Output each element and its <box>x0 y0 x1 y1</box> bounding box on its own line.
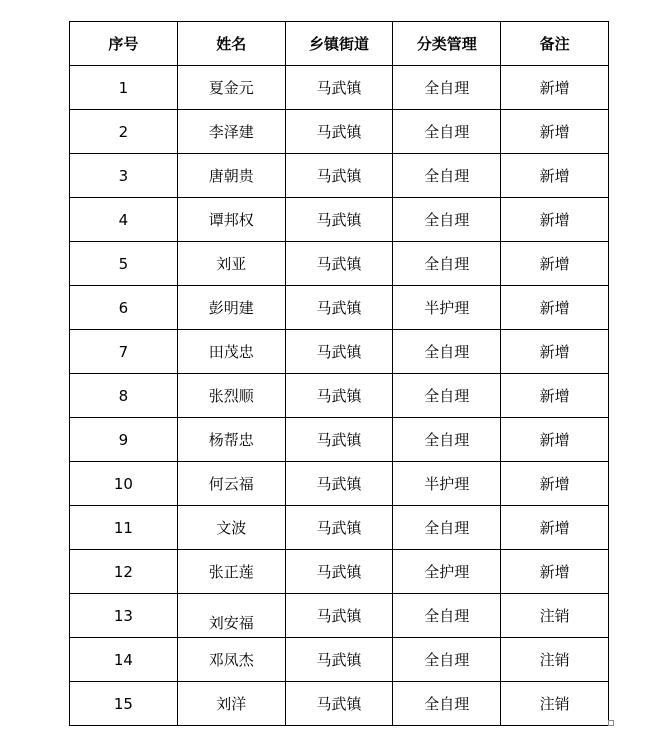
cell-town <box>285 506 393 550</box>
cell-no <box>70 110 178 154</box>
table-row <box>70 594 609 638</box>
cell-category-text: 全自理 <box>424 694 470 713</box>
cell-no-text: 2 <box>118 122 129 141</box>
cell-note-text: 新增 <box>539 166 570 185</box>
cell-town-text: 马武镇 <box>316 342 362 361</box>
cell-note-text: 注销 <box>539 694 570 713</box>
cell-note <box>501 682 609 726</box>
cell-category-text: 全自理 <box>424 78 470 97</box>
table-row <box>70 242 609 286</box>
cell-name <box>177 594 285 638</box>
cell-category <box>393 550 501 594</box>
cell-name <box>177 506 285 550</box>
cell-town <box>285 198 393 242</box>
cell-category-text: 全自理 <box>424 210 470 229</box>
cell-town-text: 马武镇 <box>316 298 362 317</box>
cell-note <box>501 154 609 198</box>
cell-no <box>70 550 178 594</box>
cell-no-text: 14 <box>113 650 133 669</box>
cell-note-text: 新增 <box>539 430 570 449</box>
cell-category <box>393 154 501 198</box>
cell-note-text: 新增 <box>539 254 570 273</box>
header-cell-town: 乡镇街道 <box>285 22 393 66</box>
cell-name-text: 唐朝贵 <box>208 166 254 185</box>
cell-town-text: 马武镇 <box>316 430 362 449</box>
cell-name-text: 何云福 <box>208 474 254 493</box>
cell-note-text: 注销 <box>539 606 570 625</box>
cell-category-text: 全自理 <box>424 386 470 405</box>
cell-town-text: 马武镇 <box>316 606 362 625</box>
header-cell-category: 分类管理 <box>393 22 501 66</box>
cell-name <box>177 418 285 462</box>
cell-note <box>501 506 609 550</box>
cell-name-text: 谭邦权 <box>208 210 254 229</box>
cell-no <box>70 638 178 682</box>
cell-category-text: 全自理 <box>424 606 470 625</box>
cell-note-text: 注销 <box>539 650 570 669</box>
cell-name <box>177 462 285 506</box>
cell-name-text: 彭明建 <box>208 298 254 317</box>
table-row <box>70 154 609 198</box>
cell-no <box>70 286 178 330</box>
cell-no-text: 9 <box>118 430 129 449</box>
cell-name-text: 李泽建 <box>208 122 254 141</box>
table-row <box>70 682 609 726</box>
table-row <box>70 550 609 594</box>
cell-no-text: 1 <box>118 78 129 97</box>
cell-category-text: 半护理 <box>424 474 470 493</box>
table-row <box>70 286 609 330</box>
cell-category <box>393 374 501 418</box>
cell-town-text: 马武镇 <box>316 254 362 273</box>
cell-name <box>177 198 285 242</box>
cell-category-text: 全自理 <box>424 430 470 449</box>
cell-name-text: 杨帮忠 <box>208 430 254 449</box>
cell-no-text: 10 <box>113 474 133 493</box>
cell-town <box>285 594 393 638</box>
cell-note <box>501 242 609 286</box>
cell-category-text: 全自理 <box>424 650 470 669</box>
cell-town <box>285 330 393 374</box>
cell-name <box>177 330 285 374</box>
cell-note-text: 新增 <box>539 342 570 361</box>
cell-town-text: 马武镇 <box>316 166 362 185</box>
cell-note <box>501 550 609 594</box>
cell-note <box>501 462 609 506</box>
cell-no-text: 11 <box>113 518 133 537</box>
cell-no-text: 7 <box>118 342 129 361</box>
header-row <box>70 22 609 66</box>
cell-no-text: 6 <box>118 298 129 317</box>
table-row <box>70 462 609 506</box>
cell-town <box>285 638 393 682</box>
cell-name-text: 张烈顺 <box>208 386 254 405</box>
cell-name-text: 张正莲 <box>208 562 254 581</box>
cell-category <box>393 638 501 682</box>
cell-note <box>501 638 609 682</box>
cell-no-text: 13 <box>113 606 133 625</box>
cell-no <box>70 374 178 418</box>
cell-note-text: 新增 <box>539 386 570 405</box>
cell-town-text: 马武镇 <box>316 122 362 141</box>
cell-category-text: 全自理 <box>424 122 470 141</box>
cell-category <box>393 286 501 330</box>
cell-no <box>70 242 178 286</box>
cell-category <box>393 462 501 506</box>
cell-town-text: 马武镇 <box>316 386 362 405</box>
cell-category-text: 全自理 <box>424 518 470 537</box>
cell-note <box>501 594 609 638</box>
cell-town <box>285 110 393 154</box>
cell-town <box>285 462 393 506</box>
cell-town <box>285 154 393 198</box>
cell-town <box>285 682 393 726</box>
cell-no <box>70 66 178 110</box>
cell-no <box>70 330 178 374</box>
cell-category <box>393 418 501 462</box>
cell-name-text: 文波 <box>216 518 247 537</box>
cell-category-text: 半护理 <box>424 298 470 317</box>
cell-name-text: 刘亚 <box>216 254 247 273</box>
cell-no-text: 15 <box>113 694 133 713</box>
cell-category <box>393 66 501 110</box>
cell-town-text: 马武镇 <box>316 518 362 537</box>
cell-category <box>393 330 501 374</box>
cell-name <box>177 154 285 198</box>
cell-note-text: 新增 <box>539 122 570 141</box>
cell-category <box>393 594 501 638</box>
cell-note-text: 新增 <box>539 562 570 581</box>
cell-note <box>501 330 609 374</box>
cell-category-text: 全护理 <box>424 562 470 581</box>
cell-no <box>70 462 178 506</box>
cell-town-text: 马武镇 <box>316 474 362 493</box>
cell-category-text: 全自理 <box>424 166 470 185</box>
table-row <box>70 330 609 374</box>
table-row <box>70 198 609 242</box>
cell-no-text: 3 <box>118 166 129 185</box>
cell-name <box>177 638 285 682</box>
cell-name-text: 邓凤杰 <box>208 650 254 669</box>
cell-name <box>177 682 285 726</box>
cell-note-text: 新增 <box>539 78 570 97</box>
cell-category <box>393 506 501 550</box>
cell-name <box>177 374 285 418</box>
cell-category <box>393 682 501 726</box>
cell-no <box>70 682 178 726</box>
cell-note-text: 新增 <box>539 518 570 537</box>
cell-town <box>285 242 393 286</box>
cell-name <box>177 550 285 594</box>
cell-no <box>70 154 178 198</box>
cell-category-text: 全自理 <box>424 254 470 273</box>
cell-note <box>501 286 609 330</box>
cell-name-text: 刘洋 <box>216 694 247 713</box>
cell-town <box>285 286 393 330</box>
header-cell-note: 备注 <box>501 22 609 66</box>
cell-name <box>177 242 285 286</box>
cell-no-text: 12 <box>113 562 133 581</box>
cell-town-text: 马武镇 <box>316 694 362 713</box>
header-cell-no: 序号 <box>70 22 178 66</box>
cell-name <box>177 286 285 330</box>
cell-town-text: 马武镇 <box>316 78 362 97</box>
cell-no-text: 4 <box>118 210 129 229</box>
cell-name <box>177 66 285 110</box>
cell-category-text: 全自理 <box>424 342 470 361</box>
cell-note <box>501 110 609 154</box>
cell-category <box>393 198 501 242</box>
cell-name-text: 田茂忠 <box>208 342 254 361</box>
cell-no <box>70 418 178 462</box>
cell-town <box>285 418 393 462</box>
cell-category <box>393 242 501 286</box>
table-body <box>70 66 609 726</box>
table-row <box>70 418 609 462</box>
cell-no-text: 8 <box>118 386 129 405</box>
cell-note-text: 新增 <box>539 298 570 317</box>
cell-town <box>285 374 393 418</box>
cell-name-text: 夏金元 <box>208 78 254 97</box>
cell-note <box>501 374 609 418</box>
cell-note <box>501 198 609 242</box>
cell-note <box>501 66 609 110</box>
cell-town <box>285 550 393 594</box>
table-row <box>70 66 609 110</box>
table-resize-handle[interactable] <box>608 720 614 726</box>
cell-town-text: 马武镇 <box>316 562 362 581</box>
cell-note <box>501 418 609 462</box>
cell-category <box>393 110 501 154</box>
cell-no <box>70 506 178 550</box>
cell-name-text: 刘安福 <box>208 613 254 632</box>
roster-table <box>69 21 609 726</box>
cell-no <box>70 198 178 242</box>
cell-name <box>177 110 285 154</box>
cell-note-text: 新增 <box>539 210 570 229</box>
table-row <box>70 638 609 682</box>
table-row <box>70 110 609 154</box>
cell-town-text: 马武镇 <box>316 210 362 229</box>
cell-town-text: 马武镇 <box>316 650 362 669</box>
cell-town <box>285 66 393 110</box>
table-row <box>70 506 609 550</box>
cell-no <box>70 594 178 638</box>
cell-no-text: 5 <box>118 254 129 273</box>
cell-note-text: 新增 <box>539 474 570 493</box>
header-cell-name: 姓名 <box>177 22 285 66</box>
table-row <box>70 374 609 418</box>
